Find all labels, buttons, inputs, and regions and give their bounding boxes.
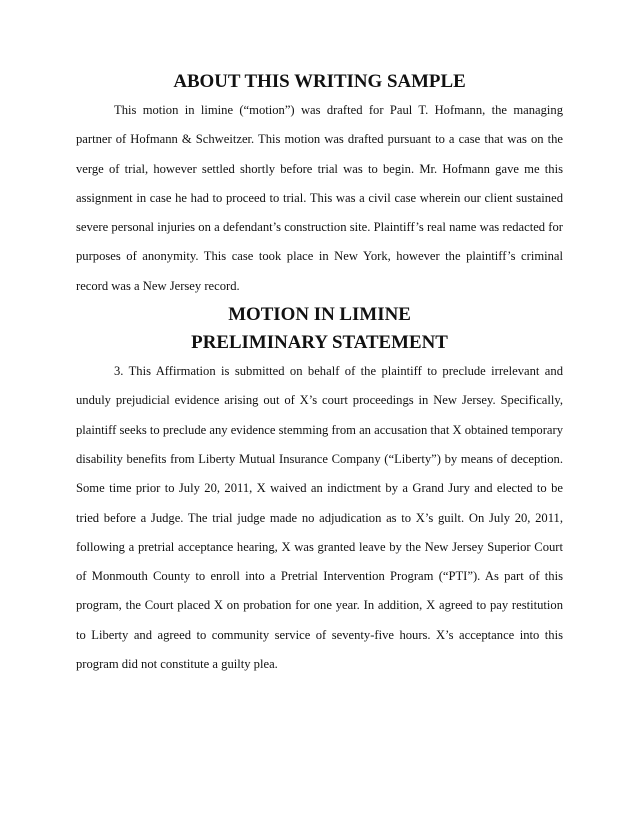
motion-paragraph: 3. This Affirmation is submitted on behalf of the plaintiff to preclude irrelevant and unduly prejudicial evidence arising out of X’s court proceedings in New Jersey. Specifically, plaintiff seeks to preclude any evidence stemming from an accusation that X obtained temporary disability benefits from Liberty Mutual Insurance Company (“Liberty”) by means of deception. Some time prior to July 20, 2011, X waived an indictment by a Grand Jury and elected to be tried before a Judge. The trial judge made no adjudication as to X’s guilt. On July 20, 2011, following a pretrial acceptance hearing, X was granted leave by the New Jersey Superior Court of Monmouth County to enroll into a Pretrial Intervention Program (“PTI”). As part of this program, the Court placed X on probation for one year. In addition, X agreed to pay restitution to Liberty and agreed to community service of seventy-five hours. X’s acceptance into this program did not constitute a guilty plea.: [76, 364, 563, 672]
writing-sample-paragraph: This motion in limine (“motion”) was drafted for Paul T. Hofmann, the managing partner of Hofmann & Schweitzer. This motion was drafted pursuant to a case that was on the verge of trial, however settled shortly before trial was to begin. Mr. Hofmann gave me this assignment in case he had to proceed to trial. This was a civil case wherein our client sustained severe personal injuries on a defendant’s construction site. Plaintiff’s real name was redacted for purposes of anonymity. This case took place in New York, however the plaintiff’s criminal record was a New Jersey record.: [76, 103, 563, 293]
motion-title: MOTION IN LIMINE: [228, 304, 411, 326]
section-heading: PRELIMINARY STATEMENT: [191, 332, 448, 354]
document-page: [76, 68, 563, 679]
writing-sample-heading: ABOUT THIS WRITING SAMPLE: [173, 71, 466, 92]
